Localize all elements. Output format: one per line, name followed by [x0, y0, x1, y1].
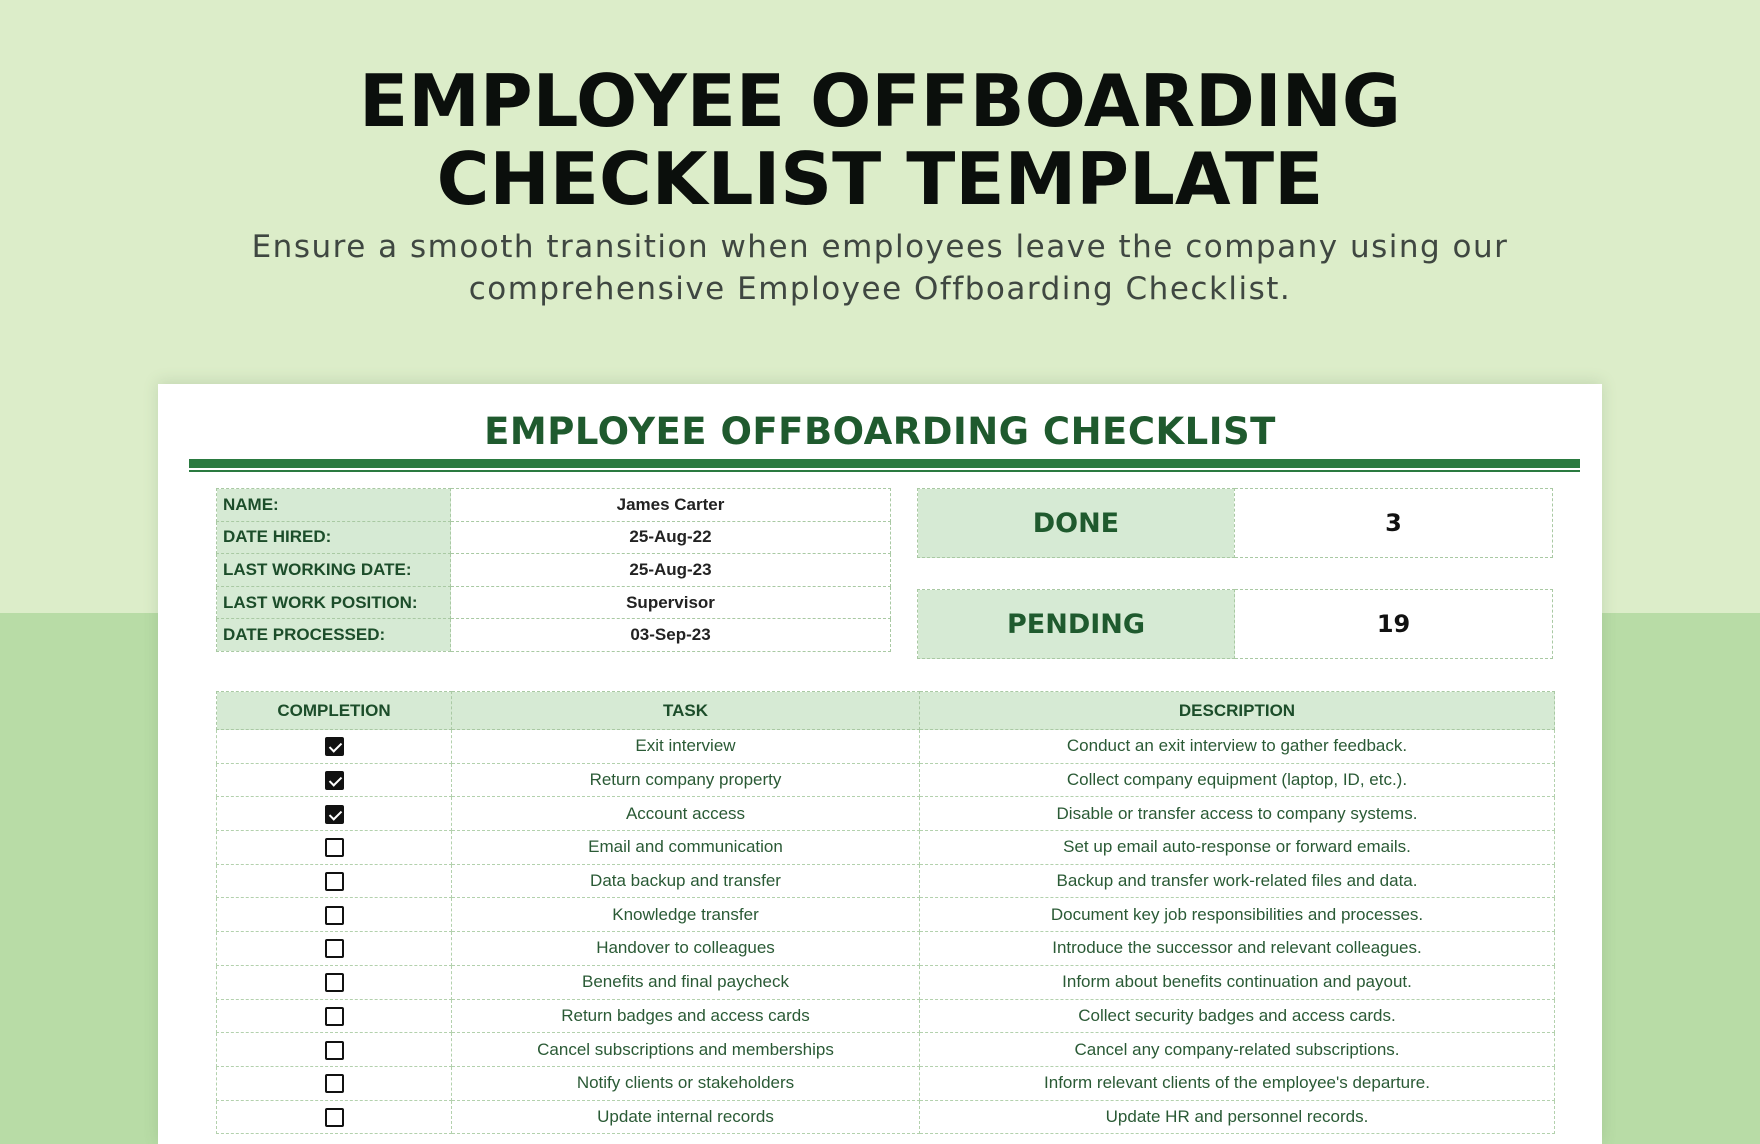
description-cell[interactable]: Collect security badges and access cards. — [920, 999, 1555, 1033]
description-cell[interactable]: Inform relevant clients of the employee's departure. — [920, 1066, 1555, 1100]
completion-cell — [217, 1066, 452, 1100]
info-label: DATE HIRED: — [217, 521, 451, 554]
column-header-task: TASK — [452, 692, 920, 730]
info-label: LAST WORKING DATE: — [217, 554, 451, 587]
info-row — [217, 554, 891, 587]
info-label: NAME: — [217, 489, 451, 522]
completion-cell — [217, 831, 452, 865]
description-cell[interactable]: Inform about benefits continuation and payout. — [920, 965, 1555, 999]
unchecked-checkbox[interactable] — [325, 1007, 344, 1026]
completion-cell — [217, 763, 452, 797]
info-row — [217, 586, 891, 619]
checked-checkbox[interactable] — [325, 805, 344, 824]
task-cell[interactable]: Handover to colleagues — [452, 932, 920, 966]
unchecked-checkbox[interactable] — [325, 838, 344, 857]
checked-checkbox[interactable] — [325, 737, 344, 756]
page-subtitle-line-2: comprehensive Employee Offboarding Checklist. — [468, 271, 1292, 307]
done-label: DONE — [918, 489, 1235, 558]
task-cell[interactable]: Notify clients or stakeholders — [452, 1066, 920, 1100]
info-row — [217, 521, 891, 554]
page-subtitle — [0, 226, 1760, 310]
info-value[interactable]: 03-Sep-23 — [451, 619, 891, 652]
unchecked-checkbox[interactable] — [325, 1108, 344, 1127]
completion-cell — [217, 864, 452, 898]
info-value[interactable]: 25-Aug-23 — [451, 554, 891, 587]
info-row — [217, 619, 891, 652]
task-cell[interactable]: Benefits and final paycheck — [452, 965, 920, 999]
unchecked-checkbox[interactable] — [325, 906, 344, 925]
table-row — [217, 1033, 1555, 1067]
task-cell[interactable]: Email and communication — [452, 831, 920, 865]
info-label: DATE PROCESSED: — [217, 619, 451, 652]
task-cell[interactable]: Return company property — [452, 763, 920, 797]
description-cell[interactable]: Conduct an exit interview to gather feedback. — [920, 730, 1555, 764]
description-cell[interactable]: Disable or transfer access to company systems. — [920, 797, 1555, 831]
info-value[interactable]: Supervisor — [451, 586, 891, 619]
unchecked-checkbox[interactable] — [325, 1041, 344, 1060]
description-cell[interactable]: Cancel any company-related subscriptions. — [920, 1033, 1555, 1067]
task-cell[interactable]: Cancel subscriptions and memberships — [452, 1033, 920, 1067]
sheet-title: EMPLOYEE OFFBOARDING CHECKLIST — [484, 410, 1276, 453]
table-row — [217, 864, 1555, 898]
page-title-line-2: CHECKLIST TEMPLATE — [436, 137, 1324, 221]
completion-cell — [217, 965, 452, 999]
table-row — [217, 763, 1555, 797]
info-value[interactable]: 25-Aug-22 — [451, 521, 891, 554]
employee-info-table — [216, 488, 891, 652]
page-subtitle-line-1: Ensure a smooth transition when employees leave the company using our — [251, 229, 1509, 265]
table-row — [217, 797, 1555, 831]
completion-cell — [217, 797, 452, 831]
task-cell[interactable]: Data backup and transfer — [452, 864, 920, 898]
page-title — [0, 59, 1760, 221]
column-header-completion: COMPLETION — [217, 692, 452, 730]
table-row — [217, 730, 1555, 764]
done-stat — [917, 488, 1553, 558]
pending-label: PENDING — [918, 590, 1235, 659]
description-cell[interactable]: Update HR and personnel records. — [920, 1100, 1555, 1134]
completion-cell — [217, 1100, 452, 1134]
description-cell[interactable]: Set up email auto-response or forward emails. — [920, 831, 1555, 865]
unchecked-checkbox[interactable] — [325, 973, 344, 992]
pending-stat — [917, 589, 1553, 659]
task-cell[interactable]: Return badges and access cards — [452, 999, 920, 1033]
completion-cell — [217, 898, 452, 932]
table-row — [217, 1100, 1555, 1134]
table-row — [217, 999, 1555, 1033]
table-row — [217, 932, 1555, 966]
info-label: LAST WORK POSITION: — [217, 586, 451, 619]
title-divider — [189, 459, 1580, 470]
description-cell[interactable]: Introduce the successor and relevant colleagues. — [920, 932, 1555, 966]
info-value[interactable]: James Carter — [451, 489, 891, 522]
checklist-sheet — [158, 384, 1602, 1144]
table-row — [217, 831, 1555, 865]
task-table — [216, 691, 1555, 1134]
done-value[interactable]: 3 — [1234, 489, 1552, 558]
task-cell[interactable]: Update internal records — [452, 1100, 920, 1134]
completion-cell — [217, 999, 452, 1033]
table-row — [217, 965, 1555, 999]
description-cell[interactable]: Collect company equipment (laptop, ID, etc.). — [920, 763, 1555, 797]
table-row — [217, 1066, 1555, 1100]
unchecked-checkbox[interactable] — [325, 1074, 344, 1093]
description-cell[interactable]: Document key job responsibilities and processes. — [920, 898, 1555, 932]
task-cell[interactable]: Knowledge transfer — [452, 898, 920, 932]
page-title-line-1: EMPLOYEE OFFBOARDING — [359, 59, 1401, 143]
checked-checkbox[interactable] — [325, 771, 344, 790]
pending-value[interactable]: 19 — [1235, 590, 1553, 659]
task-cell[interactable]: Account access — [452, 797, 920, 831]
column-header-description: DESCRIPTION — [920, 692, 1555, 730]
task-cell[interactable]: Exit interview — [452, 730, 920, 764]
table-row — [217, 898, 1555, 932]
completion-cell — [217, 1033, 452, 1067]
unchecked-checkbox[interactable] — [325, 872, 344, 891]
info-row — [217, 489, 891, 522]
completion-cell — [217, 730, 452, 764]
completion-cell — [217, 932, 452, 966]
unchecked-checkbox[interactable] — [325, 939, 344, 958]
description-cell[interactable]: Backup and transfer work-related files and data. — [920, 864, 1555, 898]
